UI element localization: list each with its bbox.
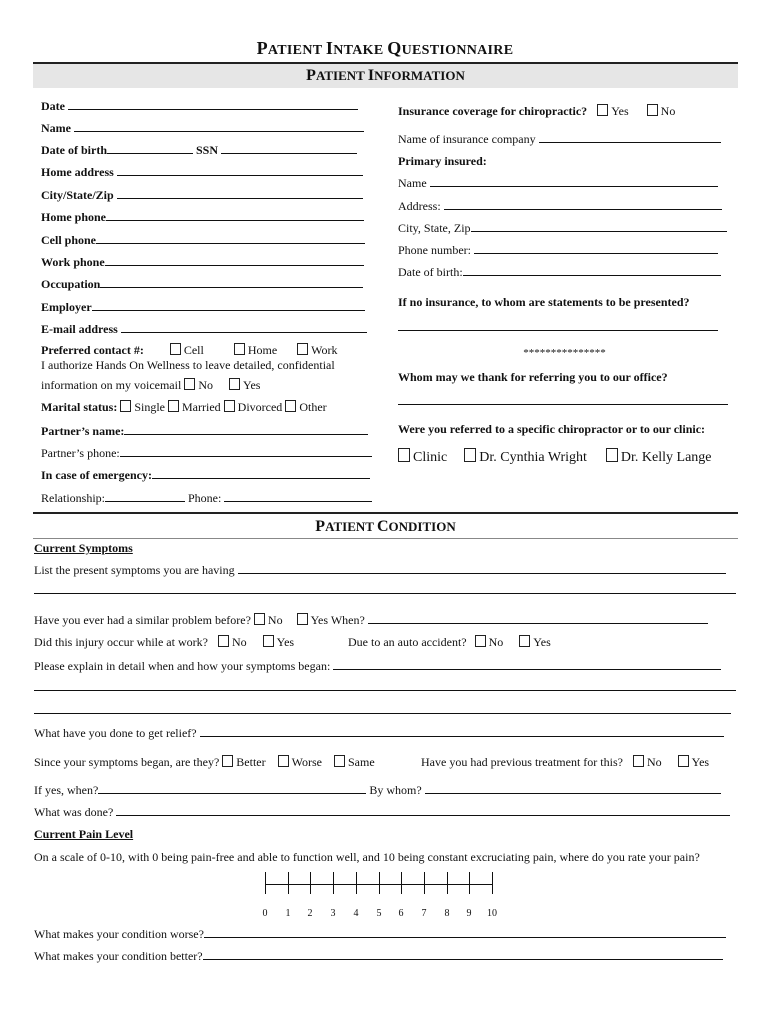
pain-scale-number: 0	[262, 908, 268, 919]
checkbox-cell[interactable]: Cell	[170, 343, 204, 357]
checkbox-work[interactable]: Work	[297, 343, 337, 357]
checkbox-worse[interactable]: Worse	[278, 755, 322, 769]
pain-scale-number: 7	[421, 908, 427, 919]
relief-field[interactable]: What have you done to get relief?	[34, 726, 724, 741]
stars-divider: ***************	[523, 347, 606, 359]
work-injury-row: Did this injury occur while at work? No Yes	[34, 635, 295, 649]
checkbox-single[interactable]: Single	[120, 400, 165, 414]
if-yes-when-field[interactable]: If yes, when? By whom?	[34, 783, 721, 798]
symptoms-line-2[interactable]	[34, 585, 736, 594]
insurance-coverage-row: Insurance coverage for chiropractic? Yes No	[398, 104, 676, 118]
pain-scale-number: 5	[376, 908, 382, 919]
employer-field[interactable]: Employer	[41, 300, 365, 315]
pain-scale-number: 8	[444, 908, 450, 919]
referral-question: Whom may we thank for referring you to our office?	[398, 370, 668, 384]
pain-scale-number: 4	[353, 908, 359, 919]
insured-address-field[interactable]: Address:	[398, 199, 722, 214]
marital-status-row: Marital status: Single Married Divorced Other	[41, 400, 327, 414]
cell-phone-field[interactable]: Cell phone	[41, 233, 365, 248]
pain-scale-number: 2	[307, 908, 313, 919]
emergency-field[interactable]: In case of emergency:	[41, 468, 370, 483]
occupation-field[interactable]: Occupation	[41, 277, 363, 292]
checkbox-work-no[interactable]: No	[218, 635, 247, 649]
work-phone-field[interactable]: Work phone	[41, 255, 364, 270]
preferred-contact-row: Preferred contact #: Cell Home Work	[41, 343, 338, 357]
section-header-patient-condition: PATIENT CONDITION	[33, 512, 738, 538]
checkbox-same[interactable]: Same	[334, 755, 375, 769]
no-insurance-answer-line[interactable]	[398, 322, 718, 331]
insured-phone-field[interactable]: Phone number:	[398, 243, 718, 258]
pain-scale-tick-6[interactable]	[401, 872, 402, 894]
checkbox-divorced[interactable]: Divorced	[224, 400, 283, 414]
checkbox-similar-yes[interactable]: Yes	[297, 613, 328, 627]
home-phone-field[interactable]: Home phone	[41, 210, 364, 225]
insured-name-field[interactable]: Name	[398, 176, 718, 191]
current-symptoms-heading: Current Symptoms	[34, 541, 133, 555]
checkbox-prev-yes[interactable]: Yes	[678, 755, 709, 769]
explain-line-2[interactable]	[34, 682, 736, 691]
pain-scale-number: 10	[487, 908, 497, 919]
explain-line-3[interactable]	[34, 705, 731, 714]
checkbox-clinic[interactable]: Clinic	[398, 450, 447, 465]
referred-specific-question: Were you referred to a specific chiropractor or to our clinic:	[398, 422, 706, 436]
similar-problem-row: Have you ever had a similar problem before? No Yes When?	[34, 613, 708, 628]
insurance-company-field[interactable]: Name of insurance company	[398, 132, 721, 147]
worse-field[interactable]: What makes your condition worse?	[34, 927, 726, 942]
section-header-patient-information: PATIENT INFORMATION	[33, 62, 738, 88]
checkbox-insurance-yes[interactable]: Yes	[597, 104, 628, 118]
home-address-field[interactable]: Home address	[41, 165, 363, 180]
checkbox-married[interactable]: Married	[168, 400, 221, 414]
email-field[interactable]: E-mail address	[41, 322, 367, 337]
city-state-zip-field[interactable]: City/State/Zip	[41, 188, 363, 203]
pain-scale-tick-0[interactable]	[265, 872, 266, 894]
dob-ssn-field[interactable]: Date of birth SSN	[41, 143, 357, 158]
pain-scale-tick-9[interactable]	[469, 872, 470, 894]
checkbox-auto-no[interactable]: No	[475, 635, 504, 649]
primary-insured-heading: Primary insured:	[398, 154, 487, 168]
checkbox-insurance-no[interactable]: No	[647, 104, 676, 118]
checkbox-prev-no[interactable]: No	[633, 755, 662, 769]
pain-scale-number: 9	[466, 908, 472, 919]
pain-scale-tick-4[interactable]	[356, 872, 357, 894]
relationship-phone-field[interactable]: Relationship: Phone:	[41, 491, 372, 506]
insured-dob-field[interactable]: Date of birth:	[398, 265, 721, 280]
previous-treatment-row: Have you had previous treatment for this? No Yes	[421, 755, 710, 769]
checkbox-voicemail-yes[interactable]: Yes	[229, 378, 260, 392]
partners-phone-field[interactable]: Partner’s phone:	[41, 446, 372, 461]
pain-scale-tick-3[interactable]	[333, 872, 334, 894]
section-divider	[33, 538, 738, 539]
no-insurance-question: If no insurance, to whom are statements to be presented?	[398, 295, 690, 309]
pain-scale-number: 3	[330, 908, 336, 919]
checkbox-auto-yes[interactable]: Yes	[519, 635, 550, 649]
auto-accident-row: Due to an auto accident? No Yes	[348, 635, 551, 649]
list-symptoms-field[interactable]: List the present symptoms you are having	[34, 563, 726, 578]
checkbox-other[interactable]: Other	[285, 400, 326, 414]
what-done-field[interactable]: What was done?	[34, 805, 730, 820]
referred-options-row	[398, 448, 712, 466]
checkbox-work-yes[interactable]: Yes	[263, 635, 294, 649]
pain-scale-question: On a scale of 0-10, with 0 being pain-free and able to function well, and 10 being constant excruciating pain, where do you rate your pain?	[34, 850, 700, 864]
since-began-row: Since your symptoms began, are they? Better Worse Same	[34, 755, 375, 769]
insured-city-field[interactable]: City, State, Zip	[398, 221, 727, 236]
pain-scale-tick-5[interactable]	[379, 872, 380, 894]
pain-scale-tick-7[interactable]	[424, 872, 425, 894]
partners-name-field[interactable]: Partner’s name:	[41, 424, 368, 439]
page-title: PATIENT INTAKE QUESTIONNAIRE	[256, 38, 514, 58]
pain-scale-tick-10[interactable]	[492, 872, 493, 894]
checkbox-dr-lange[interactable]: Dr. Kelly Lange	[606, 450, 712, 465]
referral-answer-line[interactable]	[398, 396, 728, 405]
checkbox-home[interactable]: Home	[234, 343, 277, 357]
pain-scale-number: 6	[398, 908, 404, 919]
pain-scale-number: 1	[285, 908, 291, 919]
checkbox-voicemail-no[interactable]: No	[184, 378, 213, 392]
checkbox-better[interactable]: Better	[222, 755, 265, 769]
voicemail-row: information on my voicemail No Yes	[41, 378, 261, 392]
date-field[interactable]: Date	[41, 99, 358, 114]
current-pain-heading: Current Pain Level	[34, 827, 134, 841]
pain-scale-tick-8[interactable]	[447, 872, 448, 894]
name-field[interactable]: Name	[41, 121, 364, 136]
pain-scale-tick-1[interactable]	[288, 872, 289, 894]
authorize-text: I authorize Hands On Wellness to leave detailed, confidential	[41, 358, 335, 372]
checkbox-similar-no[interactable]: No	[254, 613, 283, 627]
explain-field[interactable]: Please explain in detail when and how your symptoms began:	[34, 659, 721, 674]
better-field[interactable]: What makes your condition better?	[34, 949, 723, 964]
pain-scale-tick-2[interactable]	[310, 872, 311, 894]
checkbox-dr-wright[interactable]: Dr. Cynthia Wright	[464, 450, 587, 465]
